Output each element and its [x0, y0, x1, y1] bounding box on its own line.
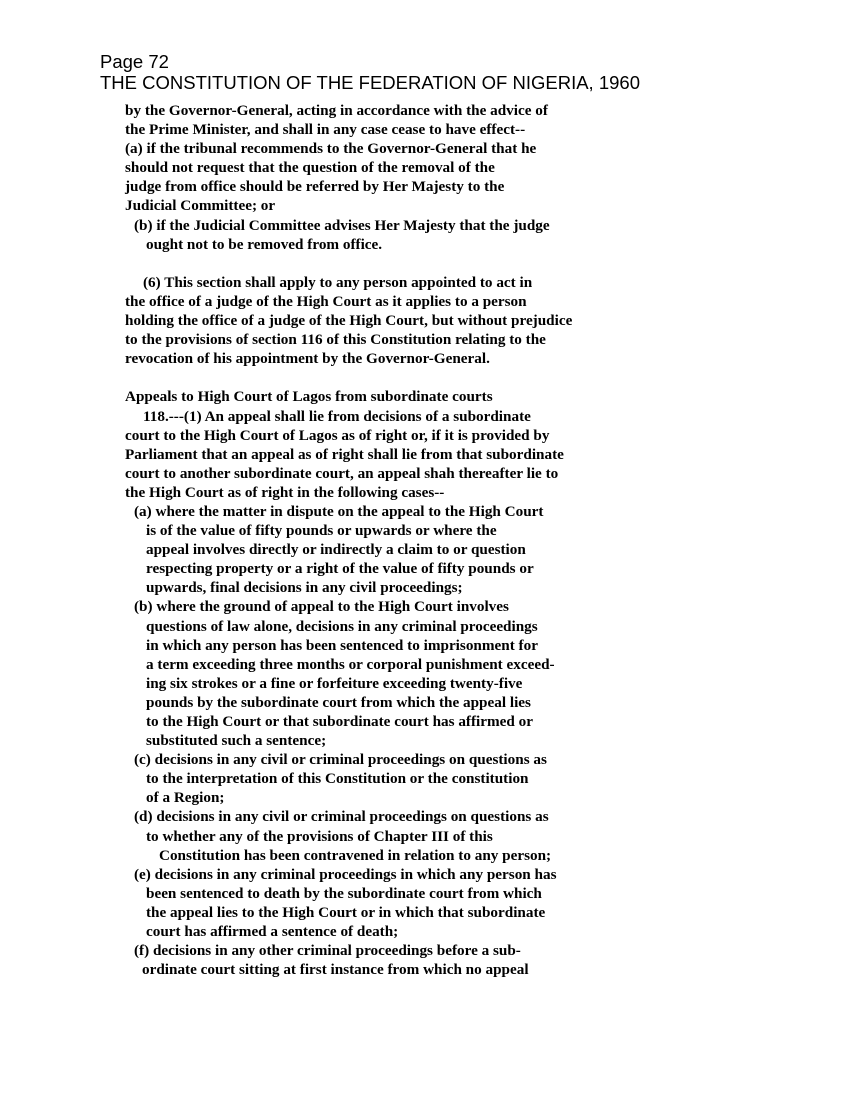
- text-line: substituted such a sentence;: [146, 732, 327, 750]
- text-line: by the Governor-General, acting in accordance with the advice of: [125, 102, 548, 119]
- text-line: (a) if the tribunal recommends to the Governor-General that he: [125, 140, 537, 158]
- text-line: the Prime Minister, and shall in any case cease to have effect--: [125, 121, 526, 139]
- text-line: Appeals to High Court of Lagos from subordinate courts: [125, 388, 493, 406]
- text-line: judge from office should be referred by Her Majesty to the: [125, 178, 505, 196]
- text-line: (e) decisions in any criminal proceedings in which any person has: [134, 865, 557, 883]
- text-line: of a Region;: [146, 789, 225, 807]
- text-line: pounds by the subordinate court from which the appeal lies: [146, 693, 531, 711]
- text-line: the office of a judge of the High Court as it applies to a person: [125, 292, 527, 310]
- text-line: ing six strokes or a fine or forfeiture exceeding twenty-five: [146, 674, 523, 692]
- text-line: (a) where the matter in dispute on the appeal to the High Court: [134, 502, 544, 520]
- text-line: the appeal lies to the High Court or in which that subordinate: [146, 903, 546, 921]
- text-line: holding the office of a judge of the High Court, but without prejudice: [125, 312, 573, 330]
- text-line: should not request that the question of the removal of the: [125, 159, 495, 177]
- text-line: to the High Court or that subordinate court has affirmed or: [146, 713, 533, 730]
- text-line: 118.---(1) An appeal shall lie from decisions of a subordinate: [143, 407, 531, 425]
- text-line: appeal involves directly or indirectly a claim to or question: [146, 541, 526, 559]
- text-line: been sentenced to death by the subordinate court from which: [146, 884, 542, 902]
- text-line: (b) if the Judicial Committee advises Her Majesty that the judge: [134, 216, 550, 234]
- text-line: revocation of his appointment by the Governor-General.: [125, 350, 490, 368]
- text-line: court to another subordinate court, an appeal shah thereafter lie to: [125, 464, 559, 482]
- paragraph-gap: [125, 254, 825, 273]
- text-line: the High Court as of right in the following cases--: [125, 483, 445, 501]
- text-line: in which any person has been sentenced to imprisonment for: [146, 636, 538, 654]
- text-line: is of the value of fifty pounds or upwards or where the: [146, 522, 497, 540]
- text-line: (c) decisions in any civil or criminal proceedings on questions as: [134, 751, 547, 769]
- page-header: [100, 51, 640, 93]
- text-line: questions of law alone, decisions in any criminal proceedings: [146, 617, 538, 635]
- document-body: [125, 101, 825, 979]
- paragraph-gap: [125, 368, 825, 387]
- text-line: ordinate court sitting at first instance from which no appeal: [142, 961, 529, 979]
- text-line: Parliament that an appeal as of right shall lie from that subordinate: [125, 445, 564, 463]
- text-line: to the provisions of section 116 of this Constitution relating to the: [125, 331, 546, 349]
- text-line: Judicial Committee; or: [125, 197, 276, 215]
- text-line: upwards, final decisions in any civil proceedings;: [146, 579, 463, 597]
- text-line: respecting property or a right of the value of fifty pounds or: [146, 560, 534, 578]
- page-number: Page 72: [100, 51, 169, 72]
- document-title: THE CONSTITUTION OF THE FEDERATION OF NIGERIA, 1960: [100, 72, 640, 93]
- text-line: court to the High Court of Lagos as of right or, if it is provided by: [125, 426, 550, 444]
- text-line: to whether any of the provisions of Chapter III of this: [146, 827, 493, 845]
- text-line: a term exceeding three months or corporal punishment exceed-: [146, 655, 555, 673]
- text-line: Constitution has been contravened in relation to any person;: [159, 846, 552, 864]
- text-line: (f) decisions in any other criminal proceedings before a sub-: [134, 942, 521, 960]
- text-line: (b) where the ground of appeal to the High Court involves: [134, 598, 509, 616]
- text-line: ought not to be removed from office.: [146, 235, 383, 253]
- text-line: court has affirmed a sentence of death;: [146, 923, 399, 941]
- text-line: (d) decisions in any civil or criminal proceedings on questions as: [134, 808, 549, 826]
- text-line: (6) This section shall apply to any person appointed to act in: [143, 273, 533, 291]
- text-line: to the interpretation of this Constitution or the constitution: [146, 770, 529, 788]
